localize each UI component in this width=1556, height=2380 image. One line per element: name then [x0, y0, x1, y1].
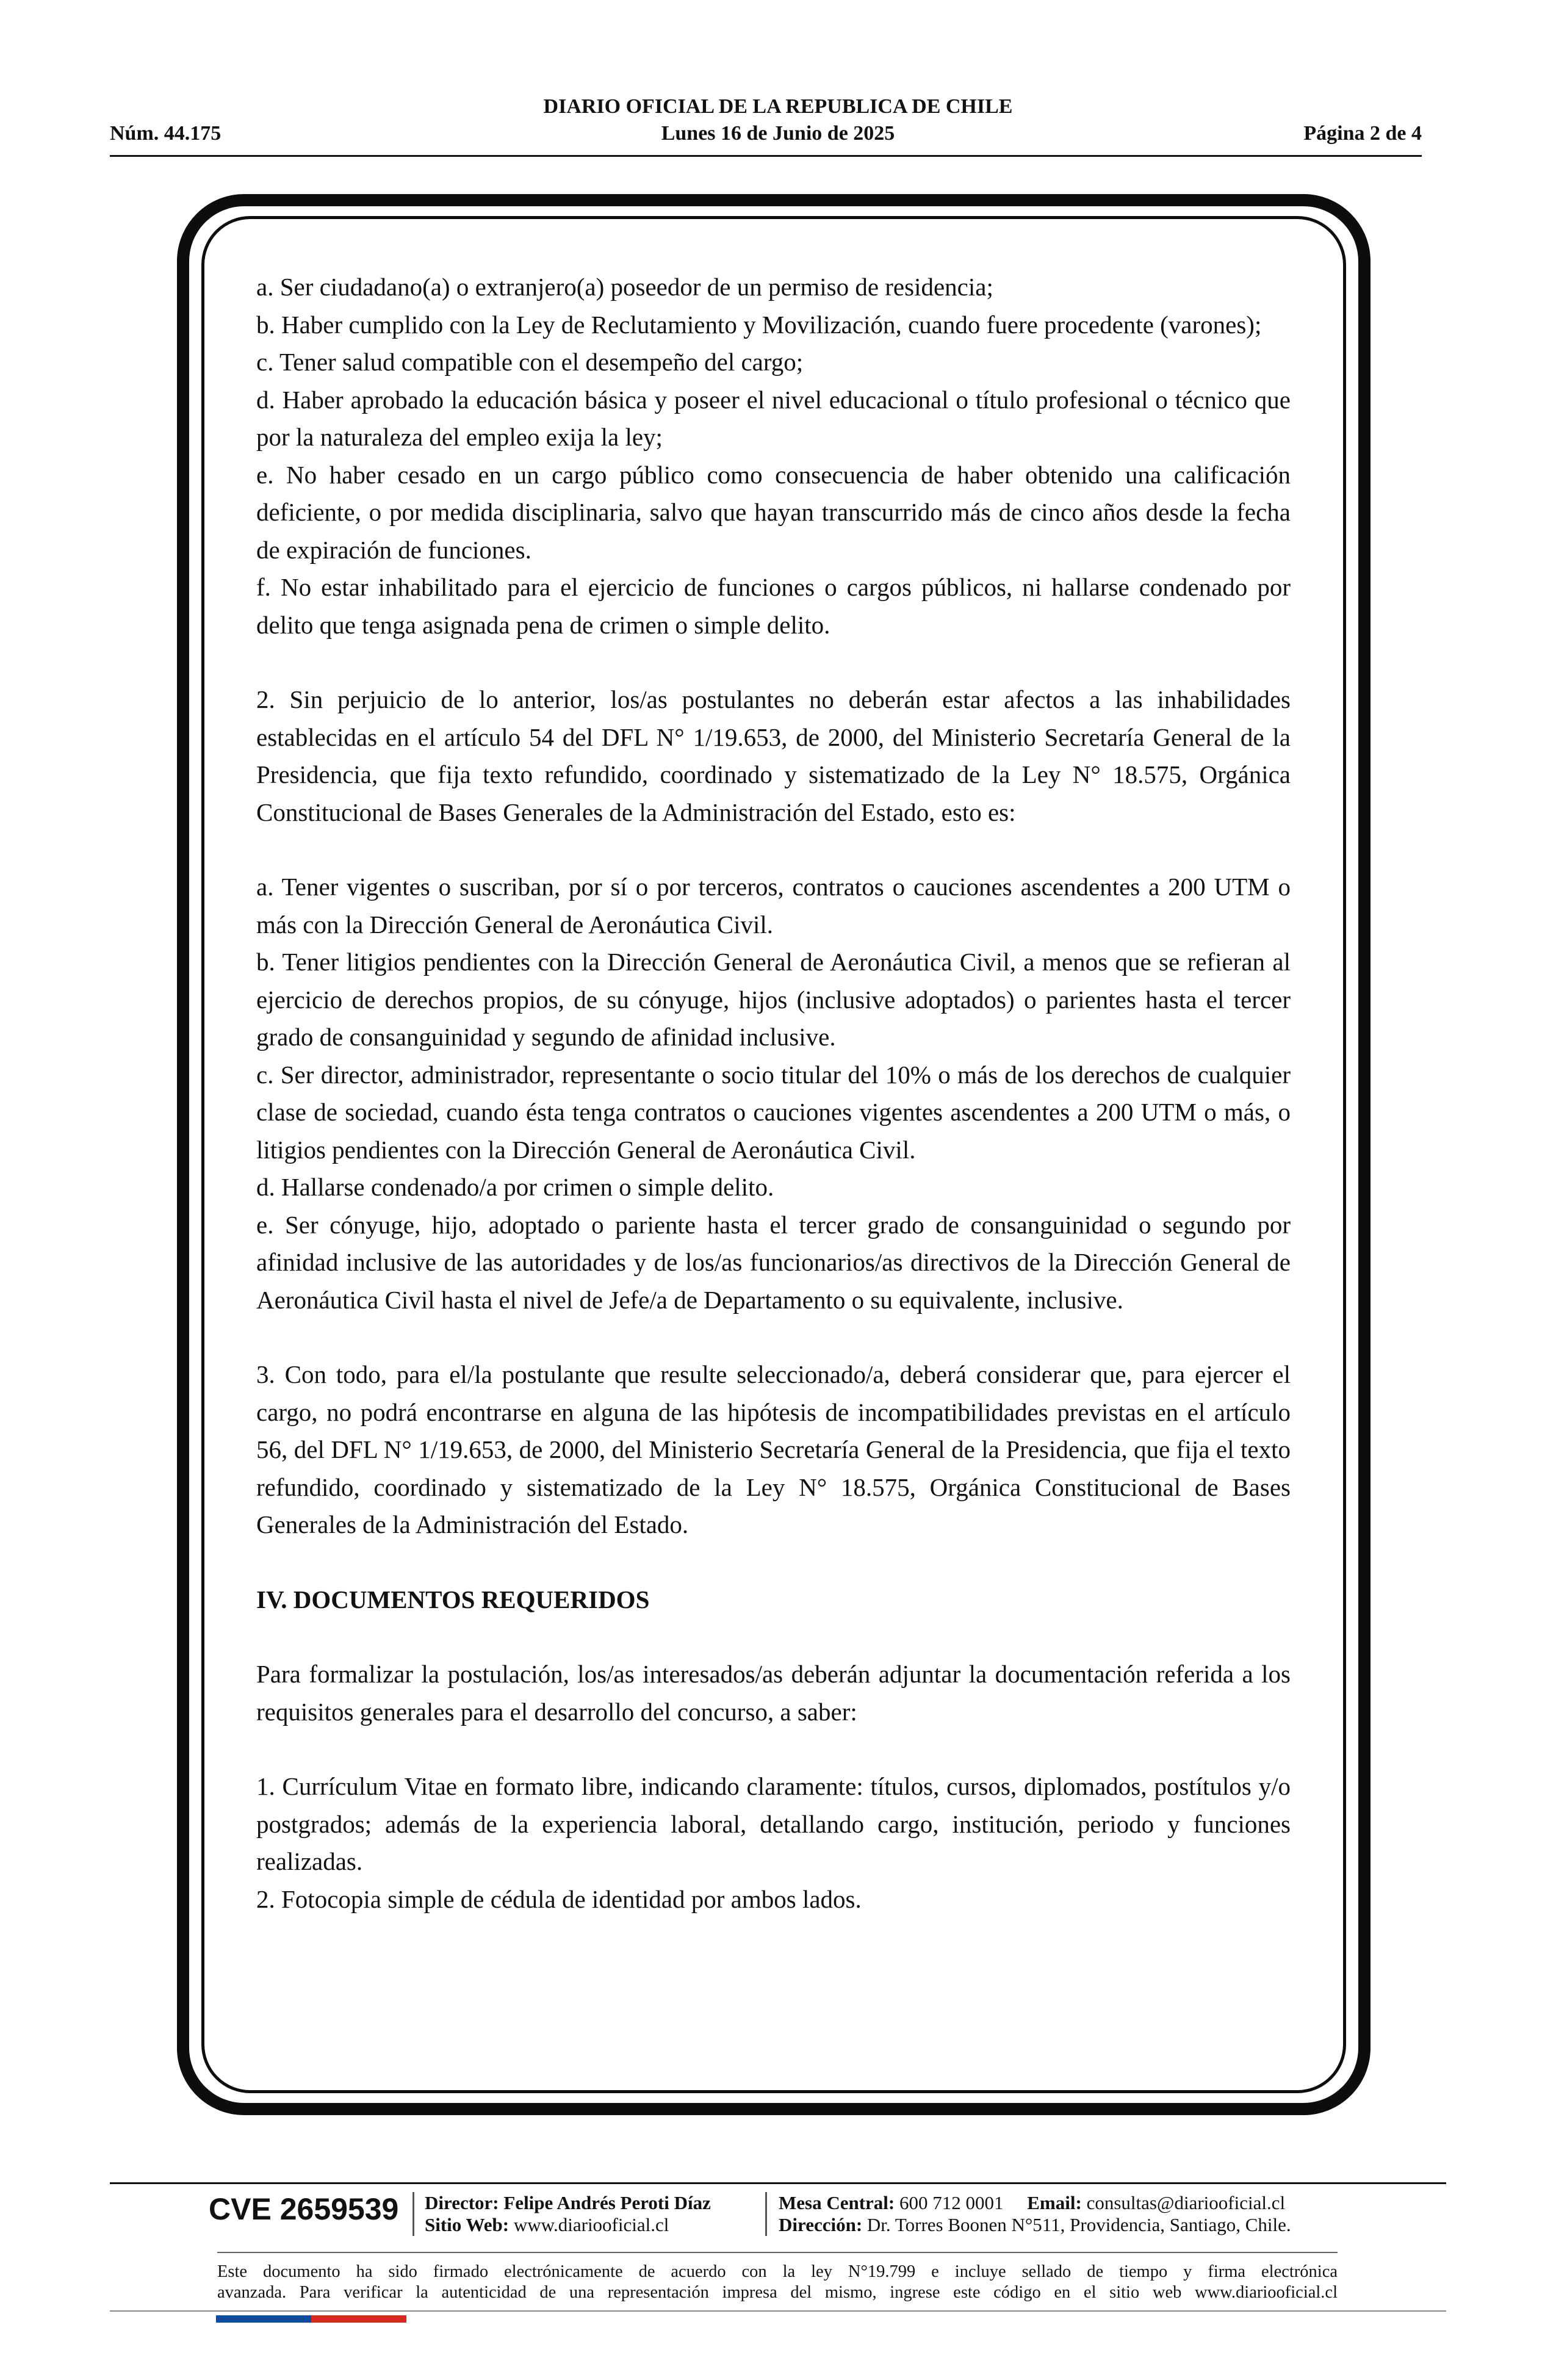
inhability-a: a. Tener vigentes o suscriban, por sí o por terceros, contratos o cauciones ascendentes a 200 UTM o más con la Dirección General de Aeronáutica Civil.	[256, 873, 1291, 939]
paragraph-gap	[256, 1544, 1291, 1581]
newspaper-title: DIARIO OFICIAL DE LA REPUBLICA DE CHILE	[543, 95, 1013, 118]
paragraph-gap	[256, 644, 1291, 681]
legal-notice-line-2: avanzada. Para verificar la autenticidad de una representación impresa del mismo, ingrese este código en el sitio web www.diariooficial.cl	[217, 2283, 1338, 2302]
footer-director-block	[425, 2192, 711, 2236]
paragraph-gap	[256, 831, 1291, 868]
footer-divider-bottom	[110, 2310, 1446, 2312]
phone-label: Mesa Central:	[779, 2192, 895, 2213]
documents-intro: Para formalizar la postulación, los/as interesados/as deberán adjuntar la documentación referida a los requisitos generales para el desarrollo del concurso, a saber:	[256, 1660, 1291, 1726]
website-label: Sitio Web:	[425, 2214, 510, 2235]
paragraph-gap	[256, 1618, 1291, 1656]
section-heading-documents: IV. DOCUMENTOS REQUERIDOS	[256, 1585, 650, 1614]
inhability-d: d. Hallarse condenado/a por crimen o simple delito.	[256, 1173, 774, 1201]
legal-notice-line-1: Este documento ha sido firmado electrónicamente de acuerdo con la ley N°19.799 e incluye sellado de tiempo y firma electrónica	[217, 2262, 1338, 2281]
requirement-e: e. No haber cesado en un cargo público como consecuencia de haber obtenido una calificación deficiente, o por medida disciplinaria, salvo que hayan transcurrido más de cinco años desde la fecha de expiración de funciones.	[256, 460, 1291, 564]
document-body	[256, 269, 1291, 1918]
director-name: Felipe Andrés Peroti Díaz	[503, 2192, 711, 2213]
flag-stripe-blue	[216, 2315, 311, 2323]
email-link[interactable]: consultas@diariooficial.cl	[1086, 2192, 1286, 2213]
address-text: Dr. Torres Boonen N°511, Providencia, Santiago, Chile.	[866, 2214, 1291, 2235]
document-item-2: 2. Fotocopia simple de cédula de identidad por ambos lados.	[256, 1884, 862, 1913]
incompatibilities-paragraph: 3. Con todo, para el/la postulante que resulte seleccionado/a, deberá considerar que, para ejercer el cargo, no podrá encontrarse en alguna de las hipótesis de incompatibilidades previstas en el artículo 56, del DFL N° 1/19.653, de 2000, del Ministerio Secretaría General de la Presidencia, que fija el texto refundido, coordinado y sistematizado de la Ley N° 18.575, Orgánica Constitucional de Bases Generales de la Administración del Estado.	[256, 1360, 1291, 1538]
cve-code: CVE 2659539	[209, 2192, 399, 2226]
inhabilities-intro: 2. Sin perjuicio de lo anterior, los/as postulantes no deberán estar afectos a las inhabilidades establecidas en el artículo 54 del DFL N° 1/19.653, de 2000, del Ministerio Secretaría General de la Presidencia, que fija texto refundido, coordinado y sistematizado de la Ley N° 18.575, Orgánica Constitucional de Bases Generales de la Administración del Estado, esto es:	[256, 685, 1291, 826]
requirement-c: c. Tener salud compatible con el desempeño del cargo;	[256, 348, 804, 376]
issue-date: Lunes 16 de Junio de 2025	[661, 122, 895, 145]
paragraph-gap	[256, 1731, 1291, 1768]
page-indicator: Página 2 de 4	[1303, 122, 1422, 145]
footer-separator	[412, 2192, 414, 2236]
footer-contact-block	[779, 2192, 1291, 2236]
requirement-f: f. No estar inhabilitado para el ejercicio de funciones o cargos públicos, ni hallarse condenado por delito que tenga asignada pena de crimen o simple delito.	[256, 573, 1291, 639]
website-link[interactable]: www.diariooficial.cl	[513, 2214, 669, 2235]
contact-line	[779, 2192, 1291, 2214]
requirement-a: a. Ser ciudadano(a) o extranjero(a) poseedor de un permiso de residencia;	[256, 273, 993, 301]
inhability-b: b. Tener litigios pendientes con la Dirección General de Aeronáutica Civil, a menos que se refieran al ejercicio de derechos propios, de su cónyuge, hijos (inclusive adoptados) o parientes hasta el tercer grado de consanguinidad y segundo de afinidad inclusive.	[256, 948, 1291, 1051]
inhability-e: e. Ser cónyuge, hijo, adoptado o pariente hasta el tercer grado de consanguinidad o segundo por afinidad inclusive de las autoridades y de los/as funcionarios/as directivos de la Dirección General de Aeronáutica Civil hasta el nivel de Jefe/a de Departamento o su equivalente, inclusive.	[256, 1210, 1291, 1314]
footer-separator	[765, 2192, 767, 2236]
footer-divider-middle	[217, 2252, 1338, 2253]
inhability-c: c. Ser director, administrador, representante o socio titular del 10% o más de los derechos de cualquier clase de sociedad, cuando ésta tenga contratos o cauciones vigentes ascendentes a 200 UTM o más, o litigios pendientes con la Dirección General de Aeronáutica Civil.	[256, 1060, 1291, 1164]
requirement-d: d. Haber aprobado la educación básica y poseer el nivel educacional o título profesional o técnico que por la naturaleza del empleo exija la ley;	[256, 385, 1291, 451]
footer-divider-top	[110, 2182, 1446, 2184]
issue-number: Núm. 44.175	[110, 122, 222, 145]
email-label: Email:	[1027, 2192, 1082, 2213]
phone-number: 600 712 0001	[899, 2192, 1004, 2213]
director-line	[425, 2192, 711, 2214]
address-line	[779, 2214, 1291, 2236]
flag-stripe-red	[311, 2315, 406, 2323]
requirement-b: b. Haber cumplido con la Ley de Reclutamiento y Movilización, cuando fuere procedente (varones);	[256, 310, 1262, 339]
header-divider	[110, 155, 1422, 157]
website-line	[425, 2214, 711, 2236]
director-label: Director:	[425, 2192, 499, 2213]
electronic-signature-notice	[217, 2262, 1338, 2303]
document-item-1: 1. Currículum Vitae en formato libre, indicando claramente: títulos, cursos, diplomados, postítulos y/o postgrados; además de la experiencia laboral, detallando cargo, institución, periodo y funciones realizadas.	[256, 1772, 1291, 1875]
address-label: Dirección:	[779, 2214, 863, 2235]
paragraph-gap	[256, 1319, 1291, 1356]
